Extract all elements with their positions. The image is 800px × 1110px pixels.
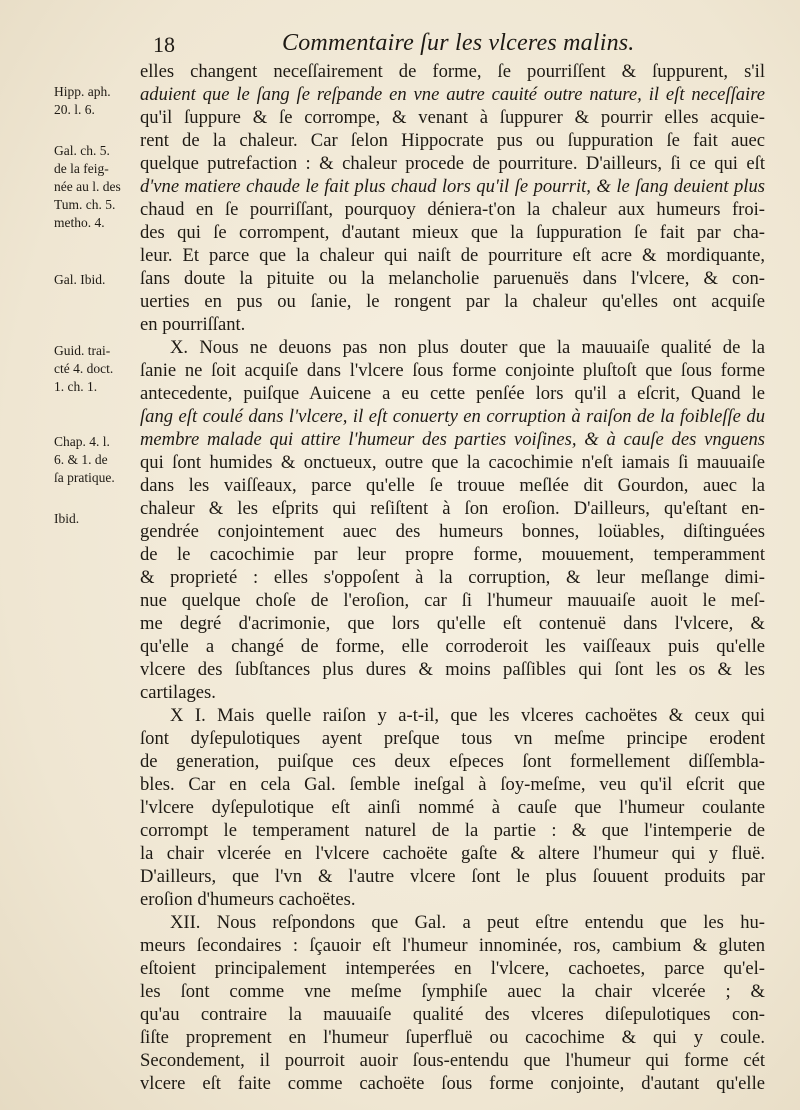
- margin-note: Ibid.: [54, 511, 80, 526]
- text-line: antecedente, puiſque Auicene a eu cette penſée lors qu'il a eſcrit, Quand le: [140, 383, 765, 404]
- text-line: rent de la chaleur. Car ſelon Hippocrate pus ou ſuppuration ſe fait auec: [140, 130, 765, 151]
- text-line: elles changent neceſſairement de forme, ſe pourriſſent & ſuppurent, s'il: [140, 61, 765, 82]
- margin-note: Hipp. aph. 20. l. 6.: [54, 84, 111, 117]
- text-line: qu'elle a changé de forme, elle corroderoit les vaiſſeaux puis qu'elle: [140, 636, 765, 657]
- text-line: des qui ſe corrompent, d'autant mieux que la ſuppuration ſe fait par cha-: [140, 222, 765, 243]
- text-line: aduient que le ſang ſe reſpande en vne autre cauité outre nature, il eſt neceſſaire: [140, 84, 765, 105]
- margin-note: Chap. 4. l. 6. & 1. de ſa pratique.: [54, 434, 115, 485]
- text-line: corrompt le temperament naturel de la partie : & que l'intemperie de: [140, 820, 765, 841]
- text-line: uerties en pus ou ſanie, le rongent par la chaleur qu'elles ont acquiſe: [140, 291, 765, 312]
- text-line: X I. Mais quelle raiſon y a-t-il, que les vlceres cachoëtes & ceux qui: [170, 705, 765, 726]
- text-line: qui ſont humides & onctueux, outre que la cacochimie n'eſt iamais ſi mauuaiſe: [140, 452, 765, 473]
- text-line: en pourriſſant.: [140, 314, 246, 335]
- text-line: qu'il ſuppure & ſe corrompe, & venant à ſuppurer & pourrir elles acquie-: [140, 107, 765, 128]
- text-line: gendrée conjointement auec des humeurs bonnes, loüables, diſtinguées: [140, 521, 765, 542]
- text-line: Secondement, il pourroit auoir ſous-entendu que l'humeur qui forme cét: [140, 1050, 765, 1071]
- body-text: [140, 60, 765, 1100]
- text-line: qu'au contraire la mauuaiſe qualité des vlceres diſepulotiques con-: [140, 1004, 765, 1025]
- text-line: les ſont comme vne meſme ſymphiſe auec la chair vlcerée ; &: [140, 981, 765, 1002]
- margin-note: Guid. trai- cté 4. doct. 1. ch. 1.: [54, 343, 114, 394]
- text-line: dans les vaiſſeaux, parce qu'elle ſe trouue meſlée dit Gourdon, auec la: [140, 475, 765, 496]
- text-line: vlcere eſt faite comme cachoëte ſous forme conjointe, d'autant qu'elle: [140, 1073, 765, 1094]
- page-number: 18: [153, 32, 175, 57]
- margin-note: Gal. Ibid.: [54, 272, 106, 287]
- text-line: ſang eſt coulé dans l'vlcere, il eſt conuerty en corruption à raiſon de la foibleſſe du: [140, 406, 765, 427]
- text-line: eroſion d'humeurs cachoëtes.: [140, 889, 356, 910]
- text-line: ſont dyſepulotiques ayent preſque tous vn meſme principe erodent: [140, 728, 765, 749]
- text-line: meurs ſecondaires : ſçauoir eſt l'humeur innominée, ros, cambium & gluten: [140, 935, 765, 956]
- text-line: XII. Nous reſpondons que Gal. a peut eſtre entendu que les hu-: [170, 912, 765, 933]
- margin-notes: [54, 0, 150, 1110]
- text-line: ſanie ne ſoit acquiſe dans l'vlcere ſous forme conjointe pluſtoſt que ſous forme: [140, 360, 765, 381]
- text-line: leur. Et parce que la chaleur qui naiſt de pourriture eſt acre & mordiquante,: [140, 245, 765, 266]
- text-line: bles. Car en cela Gal. ſemble ineſgal à ſoy-meſme, veu qu'il eſcrit que: [140, 774, 765, 795]
- text-line: chaleur & les eſprits qui reſiſtent à ſon eroſion. D'ailleurs, qu'eſtant en-: [140, 498, 765, 519]
- text-line: d'vne matiere chaude le fait plus chaud lors qu'il ſe pourrit, & le ſang deuient plus: [140, 176, 765, 197]
- text-line: me degré d'acrimonie, que lors qu'elle eſt contenuë dans l'vlcere, &: [140, 613, 765, 634]
- text-line: D'ailleurs, que l'vn & l'autre vlcere ſont le plus ſouuent produits par: [140, 866, 765, 887]
- margin-note: Gal. ch. 5. de la feig- née au l. des Tum. ch. 5. metho. 4.: [54, 143, 121, 230]
- text-line: de le cacochimie par leur propre forme, mouuement, temperamment: [140, 544, 765, 565]
- text-line: vlcere des ſubſtances plus dures & moins paſſibles qui ſont les os & les: [140, 659, 765, 680]
- text-line: eſtoient principalement intemperées en l'vlcere, cachoetes, parce qu'el-: [140, 958, 765, 979]
- text-line: X. Nous ne deuons pas non plus douter que la mauuaiſe qualité de la: [170, 337, 765, 358]
- text-line: ſans doute la pituite ou la melancholie paruenuës dans l'vlcere, & con-: [140, 268, 765, 289]
- text-line: la chair vlcerée en l'vlcere cachoëte gaſte & altere l'humeur qui y fluë.: [140, 843, 765, 864]
- text-line: cartilages.: [140, 682, 216, 703]
- text-line: de generation, puiſque ces deux eſpeces ſont formellement diſſembla-: [140, 751, 765, 772]
- text-line: & proprieté : elles s'oppoſent à la corruption, & leur meſlange dimi-: [140, 567, 765, 588]
- text-line: nue quelque choſe de l'eroſion, car ſi l'humeur mauuaiſe auoit le meſ-: [140, 590, 765, 611]
- text-line: quelque putrefaction : & chaleur procede de pourriture. D'ailleurs, ſi ce qui eſt: [140, 153, 765, 174]
- text-line: l'vlcere dyſepulotique eſt ainſi nommé à cauſe que l'humeur coulante: [140, 797, 765, 818]
- text-line: chaud en ſe pourriſſant, pourquoy déniera-t'on la chaleur aux humeurs froi-: [140, 199, 765, 220]
- text-line: ſiſte proprement en l'humeur ſuperfluë ou cacochime & qui y coule.: [140, 1027, 765, 1048]
- text-line: membre malade qui attire l'humeur des parties voiſines, & à cauſe des vnguens: [140, 429, 765, 450]
- running-title: Commentaire ſur les vlceres malins.: [282, 30, 635, 56]
